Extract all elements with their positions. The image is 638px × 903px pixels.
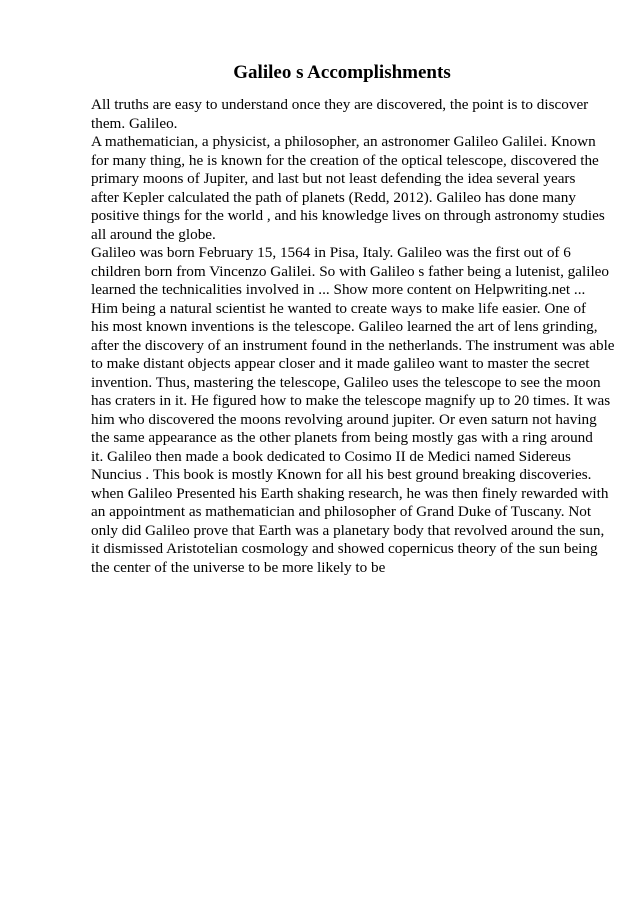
text-line: children born from Vincenzo Galilei. So with Galileo s father being a lutenist, galileo xyxy=(91,262,609,280)
document-title: Galileo s Accomplishments xyxy=(233,62,451,83)
text-line: positive things for the world , and his knowledge lives on through astronomy studies xyxy=(91,207,605,224)
text-line: his most known inventions is the telescope. Galileo learned the art of lens grinding, xyxy=(91,318,598,335)
text-line: primary moons of Jupiter, and last but not least defending the idea several years xyxy=(91,170,576,187)
text-line: only did Galileo prove that Earth was a planetary body that revolved around the sun, xyxy=(91,521,605,539)
text-line: learned the technicalities involved in ... Show more content on Helpwriting.net ... xyxy=(91,281,586,298)
text-line: it. Galileo then made a book dedicated to Cosimo II de Medici named Sidereus xyxy=(91,447,571,465)
text-line: an appointment as mathematician and philosopher of Grand Duke of Tuscany. Not xyxy=(91,503,592,520)
text-line: A mathematician, a physicist, a philosopher, an astronomer Galileo Galilei. Known xyxy=(91,133,596,150)
text-line: invention. Thus, mastering the telescope, Galileo uses the telescope to see the moon xyxy=(91,373,601,391)
text-line: the same appearance as the other planets from being mostly gas with a ring around xyxy=(91,429,593,446)
document-body xyxy=(91,96,615,577)
text-line: has craters in it. He figured how to make the telescope magnify up to 20 times. It was xyxy=(91,392,611,409)
text-line: All truths are easy to understand once they are discovered, the point is to discover xyxy=(91,96,589,113)
text-line: when Galileo Presented his Earth shaking research, he was then finely rewarded with xyxy=(91,484,609,502)
text-line: it dismissed Aristotelian cosmology and showed copernicus theory of the sun being xyxy=(91,540,598,557)
text-line: Galileo was born February 15, 1564 in Pisa, Italy. Galileo was the first out of 6 xyxy=(91,244,571,261)
text-line: for many thing, he is known for the creation of the optical telescope, discovered the xyxy=(91,151,599,169)
text-line: after Kepler calculated the path of planets (Redd, 2012). Galileo has done many xyxy=(91,188,576,206)
text-line: after the discovery of an instrument found in the netherlands. The instrument was able xyxy=(91,336,615,354)
text-line: the center of the universe to be more likely to be xyxy=(91,558,386,576)
text-line: to make distant objects appear closer and it made galileo want to master the secret xyxy=(91,355,590,372)
text-line: Him being a natural scientist he wanted to create ways to make life easier. One of xyxy=(91,299,587,317)
text-line: Nuncius . This book is mostly Known for all his best ground breaking discoveries. xyxy=(91,466,592,483)
text-line: them. Galileo. xyxy=(91,114,178,132)
text-line: all around the globe. xyxy=(91,225,216,243)
text-line: him who discovered the moons revolving around jupiter. Or even saturn not having xyxy=(91,410,597,428)
